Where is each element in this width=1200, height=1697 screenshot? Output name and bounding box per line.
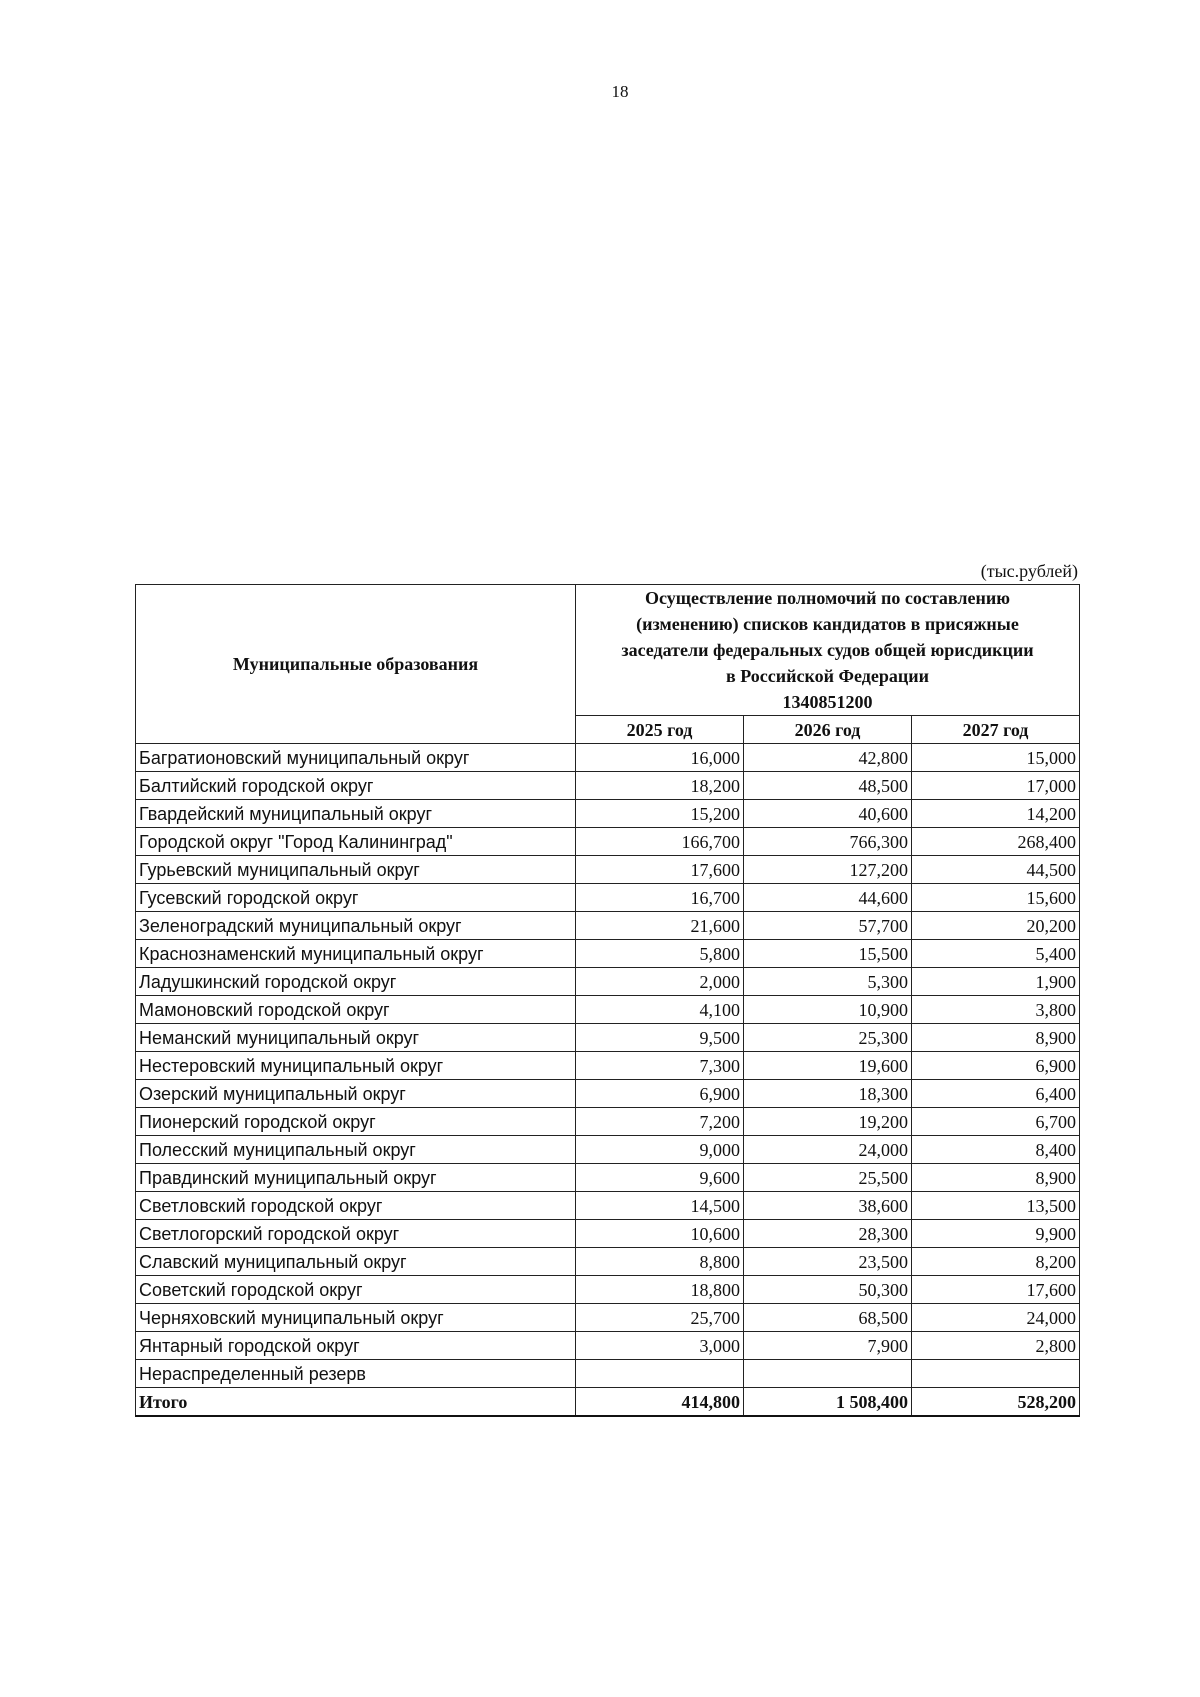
municipalities-header: Муниципальные образования — [136, 585, 576, 744]
value-2026: 7,900 — [744, 1332, 912, 1360]
municipality-name: Полесский муниципальный округ — [136, 1136, 576, 1164]
value-2025: 16,700 — [576, 884, 744, 912]
value-2027: 3,800 — [912, 996, 1080, 1024]
value-2026: 23,500 — [744, 1248, 912, 1276]
municipality-name: Зеленоградский муниципальный округ — [136, 912, 576, 940]
value-2027: 2,800 — [912, 1332, 1080, 1360]
value-2026: 10,900 — [744, 996, 912, 1024]
table-row — [136, 1136, 1080, 1164]
value-2025: 15,200 — [576, 800, 744, 828]
value-2025: 18,200 — [576, 772, 744, 800]
measure-header — [576, 585, 1080, 716]
value-2025: 3,000 — [576, 1332, 744, 1360]
table-row — [136, 1220, 1080, 1248]
municipality-name: Янтарный городской округ — [136, 1332, 576, 1360]
value-2026: 15,500 — [744, 940, 912, 968]
value-2027: 44,500 — [912, 856, 1080, 884]
value-2025: 18,800 — [576, 1276, 744, 1304]
value-2027: 8,400 — [912, 1136, 1080, 1164]
value-2026: 5,300 — [744, 968, 912, 996]
value-2026: 18,300 — [744, 1080, 912, 1108]
municipality-name: Мамоновский городской округ — [136, 996, 576, 1024]
value-2025: 16,000 — [576, 744, 744, 772]
value-2027: 20,200 — [912, 912, 1080, 940]
value-2026: 19,200 — [744, 1108, 912, 1136]
value-2026: 766,300 — [744, 828, 912, 856]
value-2027: 268,400 — [912, 828, 1080, 856]
value-2025: 8,800 — [576, 1248, 744, 1276]
table-row — [136, 996, 1080, 1024]
total-2026: 1 508,400 — [744, 1388, 912, 1417]
municipality-name: Светловский городской округ — [136, 1192, 576, 1220]
value-2025: 10,600 — [576, 1220, 744, 1248]
municipality-name: Правдинский муниципальный округ — [136, 1164, 576, 1192]
value-2027: 17,000 — [912, 772, 1080, 800]
municipality-name: Озерский муниципальный округ — [136, 1080, 576, 1108]
municipality-name: Светлогорский городской округ — [136, 1220, 576, 1248]
municipality-name: Гвардейский муниципальный округ — [136, 800, 576, 828]
value-2025: 7,300 — [576, 1052, 744, 1080]
value-2027: 24,000 — [912, 1304, 1080, 1332]
value-2027 — [912, 1360, 1080, 1388]
table-row — [136, 1360, 1080, 1388]
municipality-name: Краснознаменский муниципальный округ — [136, 940, 576, 968]
value-2025: 4,100 — [576, 996, 744, 1024]
measure-header-line: заседатели федеральных судов общей юрисдикции — [621, 640, 1034, 660]
table-row — [136, 828, 1080, 856]
value-2026: 38,600 — [744, 1192, 912, 1220]
value-2025: 6,900 — [576, 1080, 744, 1108]
year-header-2025: 2025 год — [576, 716, 744, 744]
municipality-name: Нераспределенный резерв — [136, 1360, 576, 1388]
value-2025: 2,000 — [576, 968, 744, 996]
total-row — [136, 1388, 1080, 1417]
value-2027: 17,600 — [912, 1276, 1080, 1304]
value-2026: 25,500 — [744, 1164, 912, 1192]
table-row — [136, 1164, 1080, 1192]
municipality-name: Неманский муниципальный округ — [136, 1024, 576, 1052]
table-row — [136, 1248, 1080, 1276]
table-row — [136, 912, 1080, 940]
total-2025: 414,800 — [576, 1388, 744, 1417]
value-2025: 25,700 — [576, 1304, 744, 1332]
value-2027: 9,900 — [912, 1220, 1080, 1248]
value-2026: 28,300 — [744, 1220, 912, 1248]
municipality-name: Гурьевский муниципальный округ — [136, 856, 576, 884]
value-2026: 42,800 — [744, 744, 912, 772]
measure-code: 1340851200 — [782, 692, 873, 712]
value-2027: 8,200 — [912, 1248, 1080, 1276]
value-2027: 8,900 — [912, 1164, 1080, 1192]
value-2026: 127,200 — [744, 856, 912, 884]
value-2027: 15,000 — [912, 744, 1080, 772]
table-row — [136, 968, 1080, 996]
value-2026: 40,600 — [744, 800, 912, 828]
total-2027: 528,200 — [912, 1388, 1080, 1417]
value-2027: 6,400 — [912, 1080, 1080, 1108]
table-row — [136, 1332, 1080, 1360]
value-2027: 5,400 — [912, 940, 1080, 968]
municipality-name: Багратионовский муниципальный округ — [136, 744, 576, 772]
total-label: Итого — [136, 1388, 576, 1417]
value-2025: 7,200 — [576, 1108, 744, 1136]
value-2026: 25,300 — [744, 1024, 912, 1052]
value-2026 — [744, 1360, 912, 1388]
value-2025: 17,600 — [576, 856, 744, 884]
municipality-name: Пионерский городской округ — [136, 1108, 576, 1136]
table-row — [136, 884, 1080, 912]
value-2027: 6,900 — [912, 1052, 1080, 1080]
table-row — [136, 800, 1080, 828]
table-row — [136, 1276, 1080, 1304]
value-2025: 5,800 — [576, 940, 744, 968]
table-row — [136, 856, 1080, 884]
value-2026: 50,300 — [744, 1276, 912, 1304]
value-2027: 13,500 — [912, 1192, 1080, 1220]
year-header-2027: 2027 год — [912, 716, 1080, 744]
value-2025: 9,500 — [576, 1024, 744, 1052]
year-header-2026: 2026 год — [744, 716, 912, 744]
value-2027: 8,900 — [912, 1024, 1080, 1052]
table-row — [136, 1192, 1080, 1220]
table-row — [136, 1304, 1080, 1332]
value-2027: 14,200 — [912, 800, 1080, 828]
value-2025 — [576, 1360, 744, 1388]
measure-header-line: Осуществление полномочий по составлению — [645, 588, 1010, 608]
value-2026: 44,600 — [744, 884, 912, 912]
value-2026: 57,700 — [744, 912, 912, 940]
municipality-name: Черняховский муниципальный округ — [136, 1304, 576, 1332]
municipality-name: Советский городской округ — [136, 1276, 576, 1304]
table-row — [136, 1024, 1080, 1052]
municipality-name: Нестеровский муниципальный округ — [136, 1052, 576, 1080]
municipality-name: Городской округ "Город Калининград" — [136, 828, 576, 856]
municipality-name: Балтийский городской округ — [136, 772, 576, 800]
value-2025: 21,600 — [576, 912, 744, 940]
value-2025: 14,500 — [576, 1192, 744, 1220]
table-row — [136, 744, 1080, 772]
table-row — [136, 1052, 1080, 1080]
value-2026: 68,500 — [744, 1304, 912, 1332]
table-row — [136, 1080, 1080, 1108]
budget-table — [135, 584, 1080, 1417]
unit-label: (тыс.рублей) — [980, 561, 1078, 581]
value-2025: 9,600 — [576, 1164, 744, 1192]
value-2027: 1,900 — [912, 968, 1080, 996]
municipality-name: Ладушкинский городской округ — [136, 968, 576, 996]
table-row — [136, 772, 1080, 800]
measure-header-line: (изменению) списков кандидатов в присяжные — [636, 614, 1019, 634]
table-body — [136, 744, 1080, 1417]
value-2026: 24,000 — [744, 1136, 912, 1164]
measure-header-line: в Российской Федерации — [726, 666, 929, 686]
table-row — [136, 940, 1080, 968]
value-2026: 48,500 — [744, 772, 912, 800]
page-number: 18 — [611, 82, 629, 101]
municipality-name: Гусевский городской округ — [136, 884, 576, 912]
value-2027: 6,700 — [912, 1108, 1080, 1136]
value-2026: 19,600 — [744, 1052, 912, 1080]
value-2025: 9,000 — [576, 1136, 744, 1164]
value-2025: 166,700 — [576, 828, 744, 856]
table-row — [136, 1108, 1080, 1136]
value-2027: 15,600 — [912, 884, 1080, 912]
municipality-name: Славский муниципальный округ — [136, 1248, 576, 1276]
